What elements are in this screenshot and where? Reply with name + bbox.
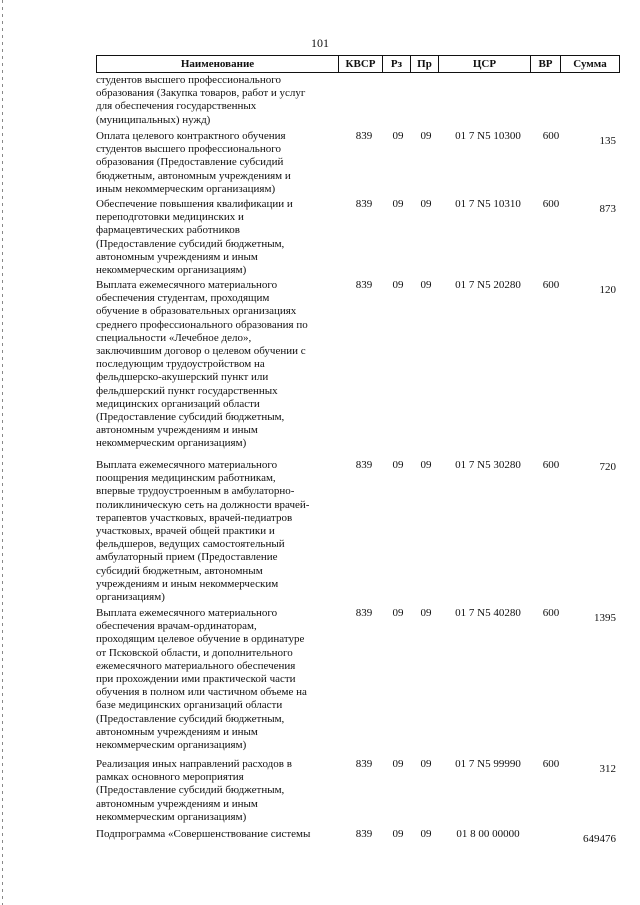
- row-rz: 09: [392, 130, 404, 142]
- row-csr: 01 7 N5 30280: [455, 459, 521, 471]
- scan-edge-line: [2, 0, 3, 905]
- row-pr: 09: [420, 828, 432, 840]
- header-kvsr: КВСР: [339, 56, 383, 72]
- row-sum: 873: [599, 203, 616, 215]
- row-kvsr: 839: [355, 828, 373, 840]
- row-name: Обеспечение повышения квалификации и переподготовки медицинских и фармацевтических работников (Предоставление субсидий бюджетным, автономным учреждениям и иным некоммерческим организациям): [96, 198, 293, 277]
- row-sum: 720: [599, 461, 616, 473]
- row-name: Выплата ежемесячного материального обеспечения врачам-ординаторам, проходящим целевое обучение в ординатуре от Псковской области, и дополнительного ежемесячного материального обеспечения при прохождении ими практической части обучения в полном или частичном объеме на базе медицинских организаций области (Предоставление субсидий бюджетным, автономным учреждениям и иным некоммерческим организациям): [96, 607, 307, 752]
- row-rz: 09: [392, 828, 404, 840]
- header-csr: ЦСР: [439, 56, 531, 72]
- row-rz: 09: [392, 459, 404, 471]
- row-kvsr: 839: [355, 279, 373, 291]
- header-rz: Рз: [383, 56, 411, 72]
- row-csr: 01 7 N5 10300: [455, 130, 521, 142]
- row-sum: 649476: [583, 833, 616, 845]
- row-pr: 09: [420, 279, 432, 291]
- row-csr: 01 8 00 00000: [456, 828, 520, 840]
- table-header: [96, 55, 620, 73]
- row-pr: 09: [420, 130, 432, 142]
- row-vr: 600: [542, 198, 560, 210]
- page-number: 101: [311, 36, 329, 50]
- row-kvsr: 839: [355, 198, 373, 210]
- row-vr: 600: [542, 130, 560, 142]
- row-rz: 09: [392, 758, 404, 770]
- row-name: Подпрограмма «Совершенствование системы: [96, 828, 311, 840]
- header-pr: Пр: [411, 56, 439, 72]
- row-kvsr: 839: [355, 758, 373, 770]
- row-csr: 01 7 N5 99990: [455, 758, 521, 770]
- row-sum: 120: [599, 284, 616, 296]
- header-name: Наименование: [97, 56, 339, 72]
- row-pr: 09: [420, 607, 432, 619]
- row-rz: 09: [392, 279, 404, 291]
- row-sum: 1395: [594, 612, 616, 624]
- row-pr: 09: [420, 758, 432, 770]
- row-csr: 01 7 N5 20280: [455, 279, 521, 291]
- row-kvsr: 839: [355, 607, 373, 619]
- row-kvsr: 839: [355, 459, 373, 471]
- row-csr: 01 7 N5 40280: [455, 607, 521, 619]
- row-vr: 600: [542, 758, 560, 770]
- row-vr: 600: [542, 279, 560, 291]
- row-name: Реализация иных направлений расходов в рамках основного мероприятия (Предоставление субсидий бюджетным, автономным учреждениям и иным некоммерческим организациям): [96, 758, 292, 823]
- row-sum: 312: [599, 763, 616, 775]
- row-name: Оплата целевого контрактного обучения студентов высшего профессионального образования (Предоставление субсидий бюджетным, автономным учреждениям и иным некоммерческим организациям): [96, 130, 291, 195]
- row-name: Выплата ежемесячного материального обеспечения студентам, проходящим обучение в образовательных организациях среднего профессионального образования по специальности «Лечебное дело», заключившим договор о целевом обучении с последующим трудоустройством на фельдшерско-акушерский пункт или фельдшерский пункт государственных медицинских организаций области (Предоставление субсидий бюджетным, автономным учреждениям и иным некоммерческим организациям): [96, 279, 308, 450]
- header-vr: ВР: [531, 56, 561, 72]
- row-rz: 09: [392, 607, 404, 619]
- row-vr: 600: [542, 459, 560, 471]
- row-kvsr: 839: [355, 130, 373, 142]
- row-name: Выплата ежемесячного материального поощрения медицинским работникам, впервые трудоустроенным в амбулаторно- поликлиническую сеть на должности врачей- терапевтов участковых, врачей-педиатров участковых, врачей общей практики и фельдшеров, ведущих самостоятельный амбулаторный прием (Предоставление субсидий бюджетным, автономным учреждениям и иным некоммерческим организациям): [96, 459, 310, 604]
- row-csr: 01 7 N5 10310: [455, 198, 521, 210]
- row-pr: 09: [420, 198, 432, 210]
- row-name: студентов высшего профессионального образования (Закупка товаров, работ и услуг для обеспечения государственных (муниципальных) нужд): [96, 74, 306, 126]
- row-vr: 600: [542, 607, 560, 619]
- header-sum: Сумма: [573, 58, 607, 70]
- row-sum: 135: [599, 135, 616, 147]
- row-rz: 09: [392, 198, 404, 210]
- row-pr: 09: [420, 459, 432, 471]
